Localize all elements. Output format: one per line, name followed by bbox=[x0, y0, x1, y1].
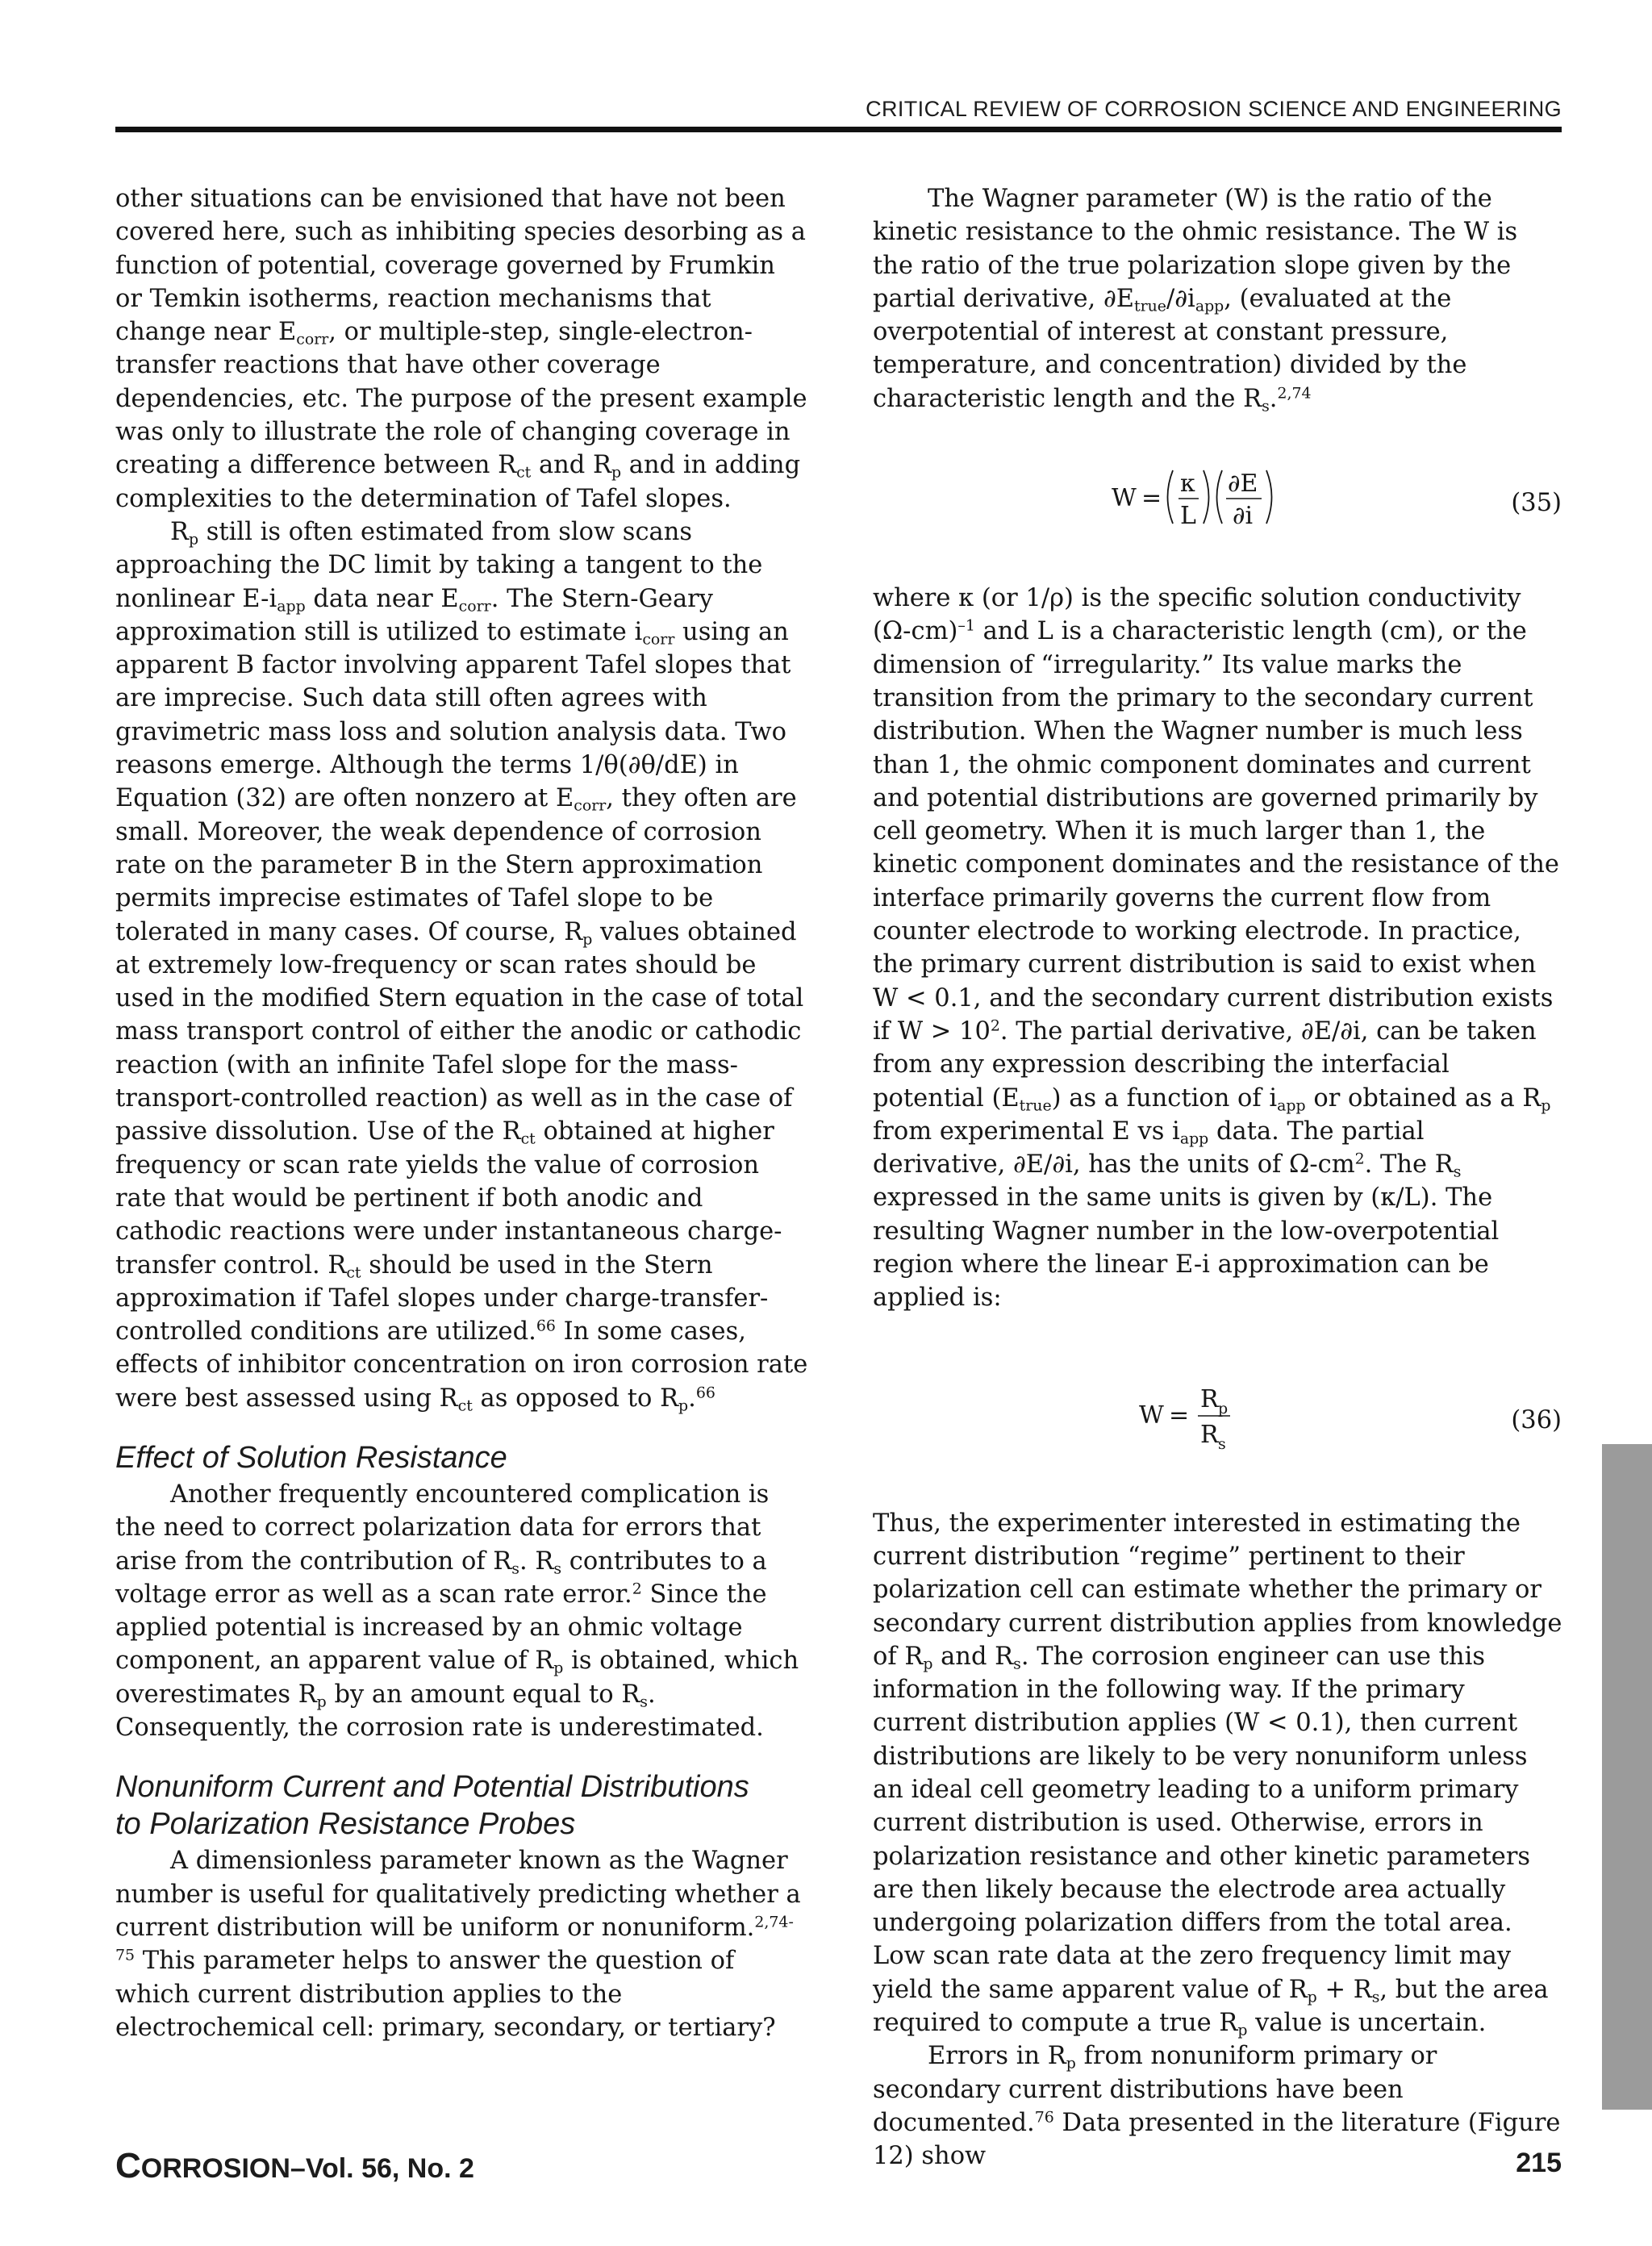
eq36-r-denominator: R bbox=[1200, 1420, 1219, 1449]
equation-35 bbox=[873, 430, 1563, 559]
footer-journal-rest: ORROSION–Vol. 56, No. 2 bbox=[140, 2153, 474, 2184]
eq35-dE: ∂E bbox=[1228, 470, 1258, 499]
paragraph-errors-nonuniform: Errors in $R_p$ from nonuniform primary or secondary current distributions have been documented.$^{76}$ Data presented in the literature (Figure 12) show bbox=[873, 2042, 1561, 2171]
header-rule bbox=[115, 127, 1562, 132]
eq35-paren-right-1 bbox=[1204, 470, 1209, 524]
equation-36 bbox=[873, 1347, 1563, 1476]
paragraph-wagner-definition: The Wagner parameter (W) is the ratio of the kinetic resistance to the ohmic resistance. The W is the ratio of the true polarization slope given by the partial derivative, $\partial E_{true}/\partial i_{app}$, (evaluated at the overpotential of interest at constant pressure, temperature, and concentration) divided by the characteristic length and the $R_s.^{2,74}$ bbox=[873, 185, 1518, 415]
running-head: CRITICAL REVIEW OF CORROSION SCIENCE AND ENGINEERING bbox=[866, 97, 1562, 121]
eq36-r-numerator: R bbox=[1200, 1384, 1219, 1413]
paragraph-wagner-intro: A dimensionless parameter known as the Wagner number is useful for qualitatively predicting whether a current distribution will be uniform or nonuniform.$^{2,74-75}$ This parameter helps to answer the question of which current distribution applies to the electrochemical cell: primary, secondary, or tertiary? bbox=[115, 1847, 801, 2042]
eq35-paren-left-2 bbox=[1217, 470, 1223, 524]
footer-journal-initial: C bbox=[115, 2146, 141, 2185]
eq35-equals: = bbox=[1141, 484, 1162, 513]
eq35-w: W bbox=[1112, 484, 1137, 513]
equation-36-number: (36) bbox=[1511, 1405, 1562, 1434]
eq35-l: L bbox=[1180, 502, 1196, 531]
section-heading-solution-resistance: Effect of Solution Resistance bbox=[115, 1440, 507, 1475]
eq36-sub-p: p bbox=[1218, 1399, 1229, 1417]
equation-35-formula bbox=[873, 430, 1563, 559]
eq35-di: ∂i bbox=[1233, 502, 1254, 531]
eq36-w: W bbox=[1139, 1401, 1164, 1430]
paragraph-rp-estimation: $R_p$ still is often estimated from slow scans approaching the DC limit by taking a tangent to the nonlinear $E-i_{app}$ data near $E_{corr}$. The Stern-Geary approximation still is utilized to estimate $i_{corr}$ using an apparent B factor involving apparent Tafel slopes that are imprecise. Such data still often agrees with gravimetric mass loss and solution analysis data. Two reasons emerge. Although the terms 1/θ(∂θ/dE) in Equation (32) are often nonzero at $E_{corr}$, they often are small. Moreover, the weak dependence of corrosion rate on the parameter B in the Stern approximation permits imprecise estimates of Tafel slope to be tolerated in many cases. Of course, $R_p$ values obtained at extremely low-frequency or scan rates should be used in the modified Stern equation in the case of total mass transport control of either the anodic or cathodic reaction (with an infinite Tafel slope for the mass-transport-controlled reaction) as well as in the case of passive dissolution. Use of the $R_{ct}$ obtained at higher frequency or scan rate yields the value of corrosion rate that would be pertinent if both anodic and cathodic reactions were under instantaneous charge-transfer control. $R_{ct}$ should be used in the Stern approximation if Tafel slopes under charge-transfer-controlled conditions are utilized.$^{66}$ In some cases, effects of inhibitor concentration on iron corrosion rate were best assessed using $R_{ct}$ as opposed to $R_p.^{66}$ bbox=[115, 517, 808, 1414]
left-column bbox=[115, 182, 809, 2044]
equation-36-formula bbox=[873, 1347, 1563, 1476]
eq35-kappa: κ bbox=[1180, 470, 1195, 499]
footer-journal bbox=[115, 2146, 474, 2186]
paragraph-regime-estimation: Thus, the experimenter interested in estimating the current distribution “regime” pertinent to their polarization cell can estimate whether the primary or secondary current distribution applies from knowledge of $R_p$ and $R_s$. The corrosion engineer can use this information in the following way. If the primary current distribution applies (W < 0.1), then current distributions are likely to be very nonuniform unless an ideal cell geometry leading to a uniform primary current distribution is used. Otherwise, errors in polarization resistance and other kinetic parameters are then likely because the electrode area actually undergoing polarization differs from the total area. Low scan rate data at the zero frequency limit may yield the same apparent value of $R_p + R_s$, but the area required to compute a true $R_p$ value is uncertain. bbox=[873, 1509, 1562, 2039]
section-heading-nonuniform bbox=[115, 1768, 809, 1843]
eq36-sub-s: s bbox=[1218, 1434, 1226, 1453]
paragraph-coverage-continued: other situations can be envisioned that have not been covered here, such as inhibiting species desorbing as a function of potential, coverage governed by Frumkin or Temkin isotherms, reaction mechanisms that change near $E_{corr}$, or multiple-step, single-electron-transfer reactions that have other coverage dependencies, etc. The purpose of the present example was only to illustrate the role of changing coverage in creating a difference between $R_{ct}$ and $R_p$ and in adding complexities to the determination of Tafel slopes. bbox=[115, 185, 807, 513]
eq35-paren-left-1 bbox=[1168, 470, 1174, 524]
page-number: 215 bbox=[1516, 2148, 1562, 2178]
paragraph-wagner-explanation: where κ (or 1/ρ) is the specific solution conductivity $(\Omega-cm)^{-1}$ and L is a characteristic length (cm), or the dimension of “irregularity.” Its value marks the transition from the primary to the secondary current distribution. When the Wagner number is much less than 1, the ohmic component dominates and current and potential distributions are governed primarily by cell geometry. When it is much larger than 1, the kinetic component dominates and the resistance of the interface primarily governs the current flow from counter electrode to working electrode. In practice, the primary current distribution is said to exist when W < 0.1, and the secondary current distribution exists if $W > 10^2$. The partial derivative, ∂E/∂i, can be taken from any expression describing the interfacial potential $(E_{true})$ as a function of $i_{app}$ or obtained as a $R_p$ from experimental E vs $i_{app}$ data. The partial derivative, ∂E/∂i, has the units of $\Omega-cm^2$. The $R_s$ expressed in the same units is given by (κ/L). The resulting Wagner number in the low-overpotential region where the linear E-i approximation can be applied is: bbox=[873, 584, 1559, 1313]
eq36-equals: = bbox=[1169, 1401, 1190, 1430]
paragraph-solution-resistance: Another frequently encountered complication is the need to correct polarization data for errors that arise from the contribution of $R_s$. $R_s$ contributes to a voltage error as well as a scan rate error.$^2$ Since the applied potential is increased by an ohmic voltage component, an apparent value of $R_p$ is obtained, which overestimates $R_p$ by an amount equal to $R_s$. Consequently, the corrosion rate is underestimated. bbox=[115, 1480, 799, 1743]
heading-line-1: Nonuniform Current and Potential Distributions bbox=[115, 1770, 749, 1805]
eq35-paren-right-2 bbox=[1266, 470, 1272, 524]
heading-line-2: to Polarization Resistance Probes bbox=[115, 1807, 576, 1842]
equation-35-number: (35) bbox=[1511, 489, 1562, 518]
side-thumb-tab bbox=[1602, 1444, 1652, 2110]
right-column bbox=[873, 182, 1563, 2173]
